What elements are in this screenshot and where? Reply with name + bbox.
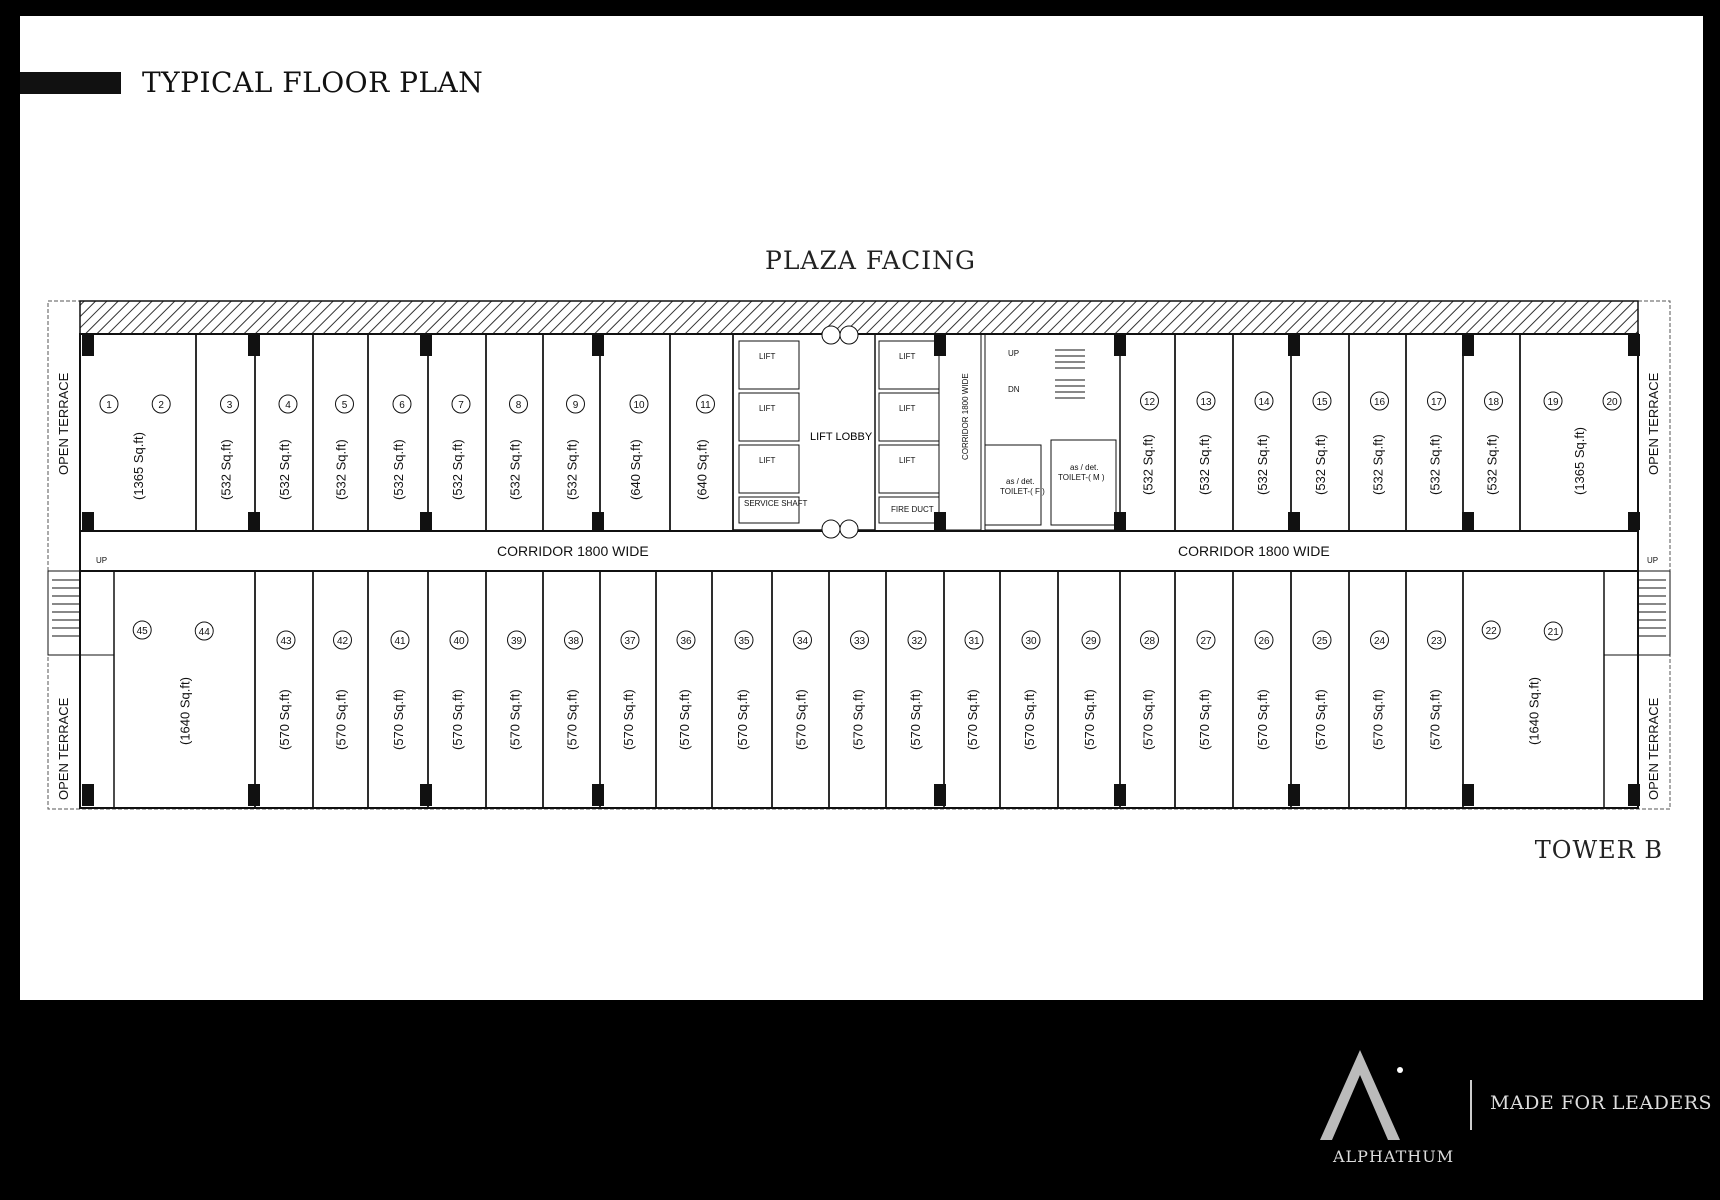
unit-number: 18	[1487, 397, 1500, 408]
unit-number: 34	[796, 636, 809, 647]
structural-column	[420, 334, 432, 356]
unit-number: 24	[1373, 636, 1386, 647]
unit-number: 11	[700, 400, 711, 411]
open-terrace-label: OPEN TERRACE	[1646, 697, 1661, 800]
unit-area: (1640 Sq.ft)	[177, 677, 193, 745]
structural-column	[934, 334, 946, 356]
unit-number: 36	[680, 636, 692, 647]
unit-area: (532 Sq.ft)	[564, 439, 580, 500]
structural-column	[1462, 334, 1474, 356]
unit-area: (570 Sq.ft)	[1370, 689, 1386, 750]
unit-area: (570 Sq.ft)	[450, 689, 465, 750]
open-terrace-label: OPEN TERRACE	[56, 697, 71, 800]
unit-number: 19	[1547, 397, 1559, 408]
unit-number: 37	[624, 636, 636, 647]
top-unit-room	[486, 334, 543, 531]
unit-number: 16	[1373, 397, 1386, 408]
unit-area: (532 Sq.ft)	[1370, 434, 1386, 495]
unit-number: 22	[1485, 626, 1497, 637]
structural-column	[1628, 784, 1640, 806]
unit-area: (570 Sq.ft)	[333, 689, 349, 750]
top-unit-room	[670, 334, 733, 531]
lift-lobby-label: LIFT LOBBY	[810, 431, 873, 443]
unit-number: 4	[285, 400, 291, 411]
page-title: TYPICAL FLOOR PLAN	[142, 66, 484, 99]
unit-area: (570 Sq.ft)	[735, 689, 750, 750]
structural-column	[934, 512, 946, 530]
unit-area: (570 Sq.ft)	[621, 689, 636, 750]
unit-area: (570 Sq.ft)	[1197, 689, 1212, 750]
unit-number: 15	[1316, 397, 1328, 408]
stair-up-label: UP	[1647, 556, 1659, 565]
structural-column	[248, 512, 260, 530]
service-shaft-label: SERVICE SHAFT	[744, 499, 808, 508]
structural-column	[1628, 512, 1640, 530]
top-unit-room	[368, 334, 428, 531]
unit-number: 31	[968, 636, 980, 647]
unit-area: (570 Sq.ft)	[1082, 689, 1097, 750]
lift-label: LIFT	[759, 456, 776, 465]
main-corridor	[80, 531, 1638, 571]
unit-area: (532 Sq.ft)	[1484, 434, 1500, 495]
unit-number: 33	[853, 636, 866, 647]
structural-column	[1288, 784, 1300, 806]
toilet-m-label: as / det.	[1070, 463, 1099, 472]
structural-column	[1288, 512, 1300, 530]
top-unit-room	[600, 334, 670, 531]
unit-number: 7	[458, 400, 464, 411]
brand-tagline: MADE FOR LEADERS	[1490, 1092, 1713, 1114]
unit-number: 12	[1143, 397, 1156, 408]
unit-area: (532 Sq.ft)	[1140, 434, 1156, 495]
unit-number: 39	[510, 636, 523, 647]
unit-area: (570 Sq.ft)	[1427, 689, 1443, 750]
unit-number: 41	[394, 636, 406, 647]
open-terrace-label: OPEN TERRACE	[1646, 372, 1661, 475]
unit-number: 10	[633, 400, 645, 411]
toilet-m-room	[1051, 440, 1116, 525]
unit-number: 6	[399, 400, 405, 411]
structural-column	[420, 512, 432, 530]
structural-column	[248, 334, 260, 356]
structural-column	[592, 334, 604, 356]
lift-label: LIFT	[899, 352, 916, 361]
unit-area: (640 Sq.ft)	[694, 439, 710, 500]
unit-number: 27	[1200, 636, 1212, 647]
unit-number: 17	[1430, 397, 1443, 408]
unit-number: 8	[515, 400, 522, 411]
corridor-label-right: CORRIDOR 1800 WIDE	[1178, 543, 1330, 559]
unit-number: 3	[226, 400, 233, 411]
top-unit-room	[1175, 334, 1233, 531]
top-unit-room	[313, 334, 368, 531]
lift-car-3	[739, 445, 799, 493]
toilet-f-label: as / det.	[1006, 477, 1035, 486]
core-corridor-label: CORRIDOR 1800 WIDE	[961, 373, 970, 460]
lift-car-4	[879, 341, 939, 389]
unit-area: (1640 Sq.ft)	[1526, 677, 1542, 745]
plaza-facing-label: PLAZA FACING	[765, 246, 976, 275]
unit-number: 45	[136, 626, 148, 637]
lift-car-5	[879, 393, 939, 441]
unit-number: 35	[738, 636, 750, 647]
brand-name: ALPHATHUM	[1333, 1147, 1455, 1166]
unit-area: (570 Sq.ft)	[908, 689, 923, 750]
unit-area: (570 Sq.ft)	[391, 689, 406, 750]
unit-area: (570 Sq.ft)	[965, 689, 980, 750]
structural-column	[1628, 334, 1640, 356]
unit-number: 14	[1258, 397, 1270, 408]
unit-area: (570 Sq.ft)	[677, 689, 692, 750]
stair-dn-label: DN	[1008, 385, 1020, 394]
unit-number: 29	[1085, 636, 1097, 647]
toilet-m-label: TOILET-( M )	[1058, 473, 1105, 482]
unit-number: 1	[106, 400, 112, 411]
lift-car-2	[739, 393, 799, 441]
structural-column	[1462, 512, 1474, 530]
unit-number: 30	[1025, 636, 1037, 647]
toilet-f-label: TOILET-( F )	[1000, 487, 1045, 496]
unit-number: 23	[1430, 636, 1443, 647]
unit-area: (570 Sq.ft)	[1255, 689, 1270, 750]
unit-number: 38	[567, 636, 580, 647]
unit-number: 40	[453, 636, 465, 647]
unit-area: (570 Sq.ft)	[564, 689, 580, 750]
structural-column	[420, 784, 432, 806]
unit-number: 9	[572, 400, 579, 411]
unit-area: (532 Sq.ft)	[277, 439, 292, 500]
unit-area: (532 Sq.ft)	[333, 439, 349, 500]
unit-number: 32	[911, 636, 923, 647]
unit-area: (532 Sq.ft)	[1313, 434, 1328, 495]
structural-column	[592, 512, 604, 530]
stair-up-label: UP	[1008, 349, 1020, 358]
unit-number: 26	[1258, 636, 1270, 647]
structural-column	[1462, 784, 1474, 806]
top-unit-room	[428, 334, 486, 531]
duct-circle	[840, 326, 858, 344]
top-unit-room	[543, 334, 600, 531]
unit-area: (570 Sq.ft)	[793, 689, 809, 750]
lift-label: LIFT	[759, 404, 776, 413]
structural-column	[934, 784, 946, 806]
lift-car-1	[739, 341, 799, 389]
top-unit-room	[196, 334, 255, 531]
structural-column	[1114, 784, 1126, 806]
unit-number: 2	[158, 400, 164, 411]
structural-column	[1288, 334, 1300, 356]
core-side-corridor	[939, 334, 981, 530]
top-unit-room	[1120, 334, 1175, 531]
unit-number: 28	[1143, 636, 1156, 647]
unit-area: (532 Sq.ft)	[218, 439, 234, 500]
unit-area: (1365 Sq.ft)	[1572, 427, 1587, 495]
unit-number: 20	[1606, 397, 1618, 408]
structural-column	[248, 784, 260, 806]
duct-circle	[822, 326, 840, 344]
unit-number: 42	[336, 636, 349, 647]
unit-area: (570 Sq.ft)	[1313, 689, 1328, 750]
unit-number: 25	[1316, 636, 1328, 647]
lift-car-6	[879, 445, 939, 493]
unit-area: (532 Sq.ft)	[450, 439, 465, 500]
stair-toilet-block	[985, 334, 1120, 530]
unit-area: (532 Sq.ft)	[507, 439, 523, 500]
unit-area: (532 Sq.ft)	[1427, 434, 1443, 495]
lift-label: LIFT	[899, 404, 916, 413]
unit-number: 13	[1200, 397, 1212, 408]
plaza-side-wall	[80, 301, 1638, 334]
top-unit-room	[1349, 334, 1406, 531]
top-unit-room	[1291, 334, 1349, 531]
fire-duct-label: FIRE DUCT	[891, 505, 934, 514]
unit-area: (570 Sq.ft)	[1140, 689, 1156, 750]
duct-circle	[822, 520, 840, 538]
unit-number: 5	[341, 400, 348, 411]
duct-circle	[840, 520, 858, 538]
tower-label: TOWER B	[1534, 836, 1663, 864]
structural-column	[82, 784, 94, 806]
top-unit-room	[1406, 334, 1463, 531]
stair-up-label: UP	[96, 556, 108, 565]
unit-area: (1365 Sq.ft)	[131, 432, 146, 500]
unit-area: (570 Sq.ft)	[1022, 689, 1037, 750]
unit-area: (532 Sq.ft)	[1255, 434, 1270, 495]
unit-area: (532 Sq.ft)	[391, 439, 406, 500]
open-terrace-label: OPEN TERRACE	[56, 372, 71, 475]
unit-number: 43	[280, 636, 292, 647]
lift-label: LIFT	[899, 456, 916, 465]
unit-area: (570 Sq.ft)	[277, 689, 292, 750]
top-unit-room	[255, 334, 313, 531]
structural-column	[592, 784, 604, 806]
top-unit-room	[1233, 334, 1291, 531]
lift-label: LIFT	[759, 352, 776, 361]
structural-column	[82, 334, 94, 356]
unit-area: (570 Sq.ft)	[850, 689, 866, 750]
structural-column	[82, 512, 94, 530]
corridor-label-left: CORRIDOR 1800 WIDE	[497, 543, 649, 559]
unit-area: (640 Sq.ft)	[628, 439, 643, 500]
top-unit-room	[1463, 334, 1520, 531]
unit-number: 44	[198, 627, 210, 638]
unit-area: (570 Sq.ft)	[507, 689, 523, 750]
unit-area: (532 Sq.ft)	[1197, 434, 1212, 495]
unit-number: 21	[1547, 627, 1559, 638]
